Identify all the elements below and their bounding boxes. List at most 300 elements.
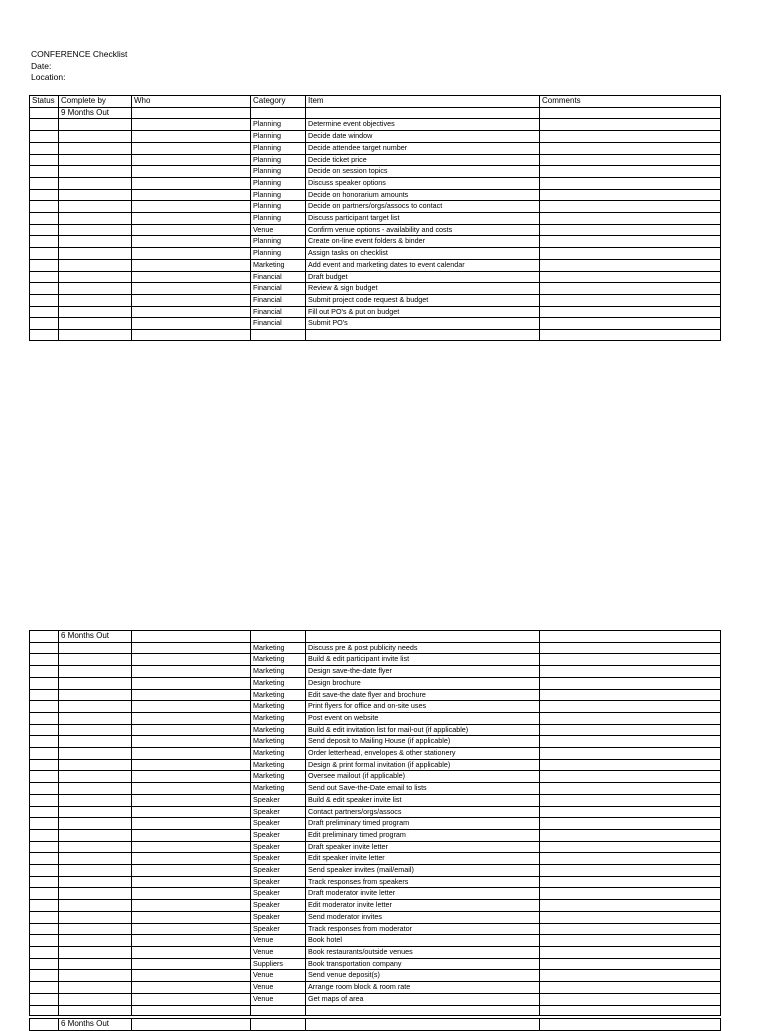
- item-cell: Edit preliminary timed program: [306, 829, 540, 841]
- status-cell[interactable]: [30, 689, 59, 701]
- category-cell: Planning: [251, 119, 306, 131]
- comments-cell[interactable]: [540, 666, 721, 678]
- complete-by-cell[interactable]: [59, 119, 132, 131]
- comments-cell[interactable]: [540, 271, 721, 283]
- comments-cell[interactable]: [540, 213, 721, 225]
- comments-cell[interactable]: [540, 201, 721, 213]
- complete-by-cell[interactable]: [59, 306, 132, 318]
- complete-by-cell[interactable]: [59, 759, 132, 771]
- complete-by-cell[interactable]: [59, 841, 132, 853]
- who-cell[interactable]: [132, 759, 251, 771]
- status-cell[interactable]: [30, 259, 59, 271]
- comments-cell[interactable]: [540, 631, 721, 643]
- who-cell[interactable]: [132, 677, 251, 689]
- complete-by-cell[interactable]: [59, 876, 132, 888]
- category-cell: [251, 631, 306, 643]
- category-cell: Marketing: [251, 712, 306, 724]
- item-cell: Book hotel: [306, 935, 540, 947]
- who-cell[interactable]: [132, 970, 251, 982]
- item-cell: [306, 107, 540, 119]
- date-label: Date:: [31, 60, 52, 71]
- comments-cell[interactable]: [540, 993, 721, 1005]
- who-cell[interactable]: [132, 177, 251, 189]
- complete-by-cell[interactable]: [59, 689, 132, 701]
- status-cell[interactable]: [30, 107, 59, 119]
- category-cell: Marketing: [251, 654, 306, 666]
- category-cell: Speaker: [251, 900, 306, 912]
- category-cell: Marketing: [251, 724, 306, 736]
- category-cell: [251, 1019, 306, 1031]
- who-cell[interactable]: [132, 107, 251, 119]
- who-cell[interactable]: [132, 736, 251, 748]
- section-label: 6 Months Out: [59, 1019, 132, 1031]
- complete-by-cell[interactable]: [59, 177, 132, 189]
- who-cell[interactable]: [132, 224, 251, 236]
- complete-by-cell[interactable]: [59, 748, 132, 760]
- item-cell: Discuss pre & post publicity needs: [306, 642, 540, 654]
- status-cell[interactable]: [30, 142, 59, 154]
- comments-cell[interactable]: [540, 829, 721, 841]
- status-cell[interactable]: [30, 1005, 59, 1016]
- comments-cell[interactable]: [540, 131, 721, 143]
- item-cell: Decide attendee target number: [306, 142, 540, 154]
- complete-by-cell[interactable]: [59, 201, 132, 213]
- item-cell: [306, 330, 540, 341]
- comments-cell[interactable]: [540, 177, 721, 189]
- comments-cell[interactable]: [540, 689, 721, 701]
- table-row: [30, 701, 721, 713]
- item-cell: Submit PO's: [306, 318, 540, 330]
- status-cell[interactable]: [30, 701, 59, 713]
- complete-by-cell[interactable]: [59, 888, 132, 900]
- complete-by-cell[interactable]: [59, 259, 132, 271]
- category-cell: Speaker: [251, 923, 306, 935]
- item-cell: Book restaurants/outside venues: [306, 946, 540, 958]
- category-cell: Planning: [251, 166, 306, 178]
- comments-cell[interactable]: [540, 806, 721, 818]
- category-cell: Venue: [251, 946, 306, 958]
- who-cell[interactable]: [132, 330, 251, 341]
- status-cell[interactable]: [30, 119, 59, 131]
- column-header-item: Item: [306, 96, 540, 108]
- complete-by-cell[interactable]: [59, 654, 132, 666]
- status-cell[interactable]: [30, 736, 59, 748]
- item-cell: Send venue deposit(s): [306, 970, 540, 982]
- item-cell: Decide ticket price: [306, 154, 540, 166]
- section-row: [30, 631, 721, 643]
- table-row: [30, 923, 721, 935]
- table-row: [30, 677, 721, 689]
- who-cell[interactable]: [132, 213, 251, 225]
- comments-cell[interactable]: [540, 259, 721, 271]
- status-cell[interactable]: [30, 642, 59, 654]
- item-cell: Fill out PO's & put on budget: [306, 306, 540, 318]
- category-cell: Speaker: [251, 818, 306, 830]
- status-cell[interactable]: [30, 946, 59, 958]
- comments-cell[interactable]: [540, 876, 721, 888]
- complete-by-cell[interactable]: [59, 900, 132, 912]
- complete-by-cell[interactable]: [59, 271, 132, 283]
- item-cell: Track responses from speakers: [306, 876, 540, 888]
- category-cell: Marketing: [251, 759, 306, 771]
- table-row: [30, 771, 721, 783]
- comments-cell[interactable]: [540, 677, 721, 689]
- complete-by-cell[interactable]: [59, 853, 132, 865]
- comments-cell[interactable]: [540, 166, 721, 178]
- status-cell[interactable]: [30, 783, 59, 795]
- comments-cell[interactable]: [540, 759, 721, 771]
- status-cell[interactable]: [30, 748, 59, 760]
- category-cell: Financial: [251, 271, 306, 283]
- status-cell[interactable]: [30, 794, 59, 806]
- table-row: [30, 689, 721, 701]
- who-cell[interactable]: [132, 142, 251, 154]
- item-cell: Build & edit invitation list for mail-out (if applicable): [306, 724, 540, 736]
- complete-by-cell[interactable]: [59, 224, 132, 236]
- comments-cell[interactable]: [540, 888, 721, 900]
- complete-by-cell[interactable]: [59, 154, 132, 166]
- comments-cell[interactable]: [540, 841, 721, 853]
- who-cell[interactable]: [132, 1005, 251, 1016]
- comments-cell[interactable]: [540, 970, 721, 982]
- comments-cell[interactable]: [540, 154, 721, 166]
- who-cell[interactable]: [132, 946, 251, 958]
- who-cell[interactable]: [132, 724, 251, 736]
- status-cell[interactable]: [30, 724, 59, 736]
- who-cell[interactable]: [132, 783, 251, 795]
- complete-by-cell[interactable]: [59, 642, 132, 654]
- complete-by-cell[interactable]: [59, 724, 132, 736]
- status-cell[interactable]: [30, 865, 59, 877]
- status-cell[interactable]: [30, 318, 59, 330]
- who-cell[interactable]: [132, 306, 251, 318]
- comments-cell[interactable]: [540, 224, 721, 236]
- who-cell[interactable]: [132, 1019, 251, 1031]
- comments-cell[interactable]: [540, 748, 721, 760]
- category-cell: Financial: [251, 283, 306, 295]
- complete-by-cell[interactable]: [59, 712, 132, 724]
- comments-cell[interactable]: [540, 865, 721, 877]
- item-cell: Discuss speaker options: [306, 177, 540, 189]
- table-row: [30, 642, 721, 654]
- who-cell[interactable]: [132, 166, 251, 178]
- comments-cell[interactable]: [540, 900, 721, 912]
- who-cell[interactable]: [132, 201, 251, 213]
- who-cell[interactable]: [132, 900, 251, 912]
- status-cell[interactable]: [30, 888, 59, 900]
- status-cell[interactable]: [30, 177, 59, 189]
- who-cell[interactable]: [132, 794, 251, 806]
- complete-by-cell[interactable]: [59, 283, 132, 295]
- status-cell[interactable]: [30, 154, 59, 166]
- complete-by-cell[interactable]: [59, 236, 132, 248]
- category-cell: Venue: [251, 970, 306, 982]
- table-row: [30, 666, 721, 678]
- status-cell[interactable]: [30, 236, 59, 248]
- category-cell: Planning: [251, 142, 306, 154]
- comments-cell[interactable]: [540, 783, 721, 795]
- item-cell: [306, 1005, 540, 1016]
- who-cell[interactable]: [132, 642, 251, 654]
- status-cell[interactable]: [30, 330, 59, 341]
- status-cell[interactable]: [30, 224, 59, 236]
- table-row: [30, 935, 721, 947]
- comments-cell[interactable]: [540, 119, 721, 131]
- comments-cell[interactable]: [540, 189, 721, 201]
- comments-cell[interactable]: [540, 107, 721, 119]
- comments-cell[interactable]: [540, 1005, 721, 1016]
- status-cell[interactable]: [30, 248, 59, 260]
- status-cell[interactable]: [30, 993, 59, 1005]
- comments-cell[interactable]: [540, 294, 721, 306]
- item-cell: Add event and marketing dates to event calendar: [306, 259, 540, 271]
- column-header-complete-by: Complete by: [59, 96, 132, 108]
- item-cell: Send out Save-the-Date email to lists: [306, 783, 540, 795]
- status-cell[interactable]: [30, 970, 59, 982]
- complete-by-cell[interactable]: [59, 818, 132, 830]
- status-cell[interactable]: [30, 911, 59, 923]
- comments-cell[interactable]: [540, 283, 721, 295]
- section-row: [30, 1019, 721, 1031]
- complete-by-cell[interactable]: [59, 677, 132, 689]
- comments-cell[interactable]: [540, 712, 721, 724]
- status-cell[interactable]: [30, 806, 59, 818]
- category-cell: [251, 330, 306, 341]
- status-cell[interactable]: [30, 1019, 59, 1031]
- who-cell[interactable]: [132, 689, 251, 701]
- who-cell[interactable]: [132, 841, 251, 853]
- status-cell[interactable]: [30, 853, 59, 865]
- item-cell: Post event on website: [306, 712, 540, 724]
- who-cell[interactable]: [132, 248, 251, 260]
- status-cell[interactable]: [30, 283, 59, 295]
- status-cell[interactable]: [30, 876, 59, 888]
- comments-cell[interactable]: [540, 794, 721, 806]
- category-cell: Speaker: [251, 876, 306, 888]
- who-cell[interactable]: [132, 771, 251, 783]
- who-cell[interactable]: [132, 654, 251, 666]
- complete-by-cell[interactable]: [59, 131, 132, 143]
- status-cell[interactable]: [30, 294, 59, 306]
- table-row: [30, 119, 721, 131]
- complete-by-cell[interactable]: [59, 330, 132, 341]
- item-cell: Build & edit speaker invite list: [306, 794, 540, 806]
- item-cell: Determine event objectives: [306, 119, 540, 131]
- complete-by-cell[interactable]: [59, 666, 132, 678]
- item-cell: Track responses from moderator: [306, 923, 540, 935]
- complete-by-cell[interactable]: [59, 982, 132, 994]
- item-cell: Draft speaker invite letter: [306, 841, 540, 853]
- table-row: [30, 748, 721, 760]
- who-cell[interactable]: [132, 154, 251, 166]
- who-cell[interactable]: [132, 631, 251, 643]
- complete-by-cell[interactable]: [59, 783, 132, 795]
- complete-by-cell[interactable]: [59, 829, 132, 841]
- who-cell[interactable]: [132, 712, 251, 724]
- who-cell[interactable]: [132, 271, 251, 283]
- comments-cell[interactable]: [540, 701, 721, 713]
- status-cell[interactable]: [30, 935, 59, 947]
- status-cell[interactable]: [30, 131, 59, 143]
- item-cell: Send speaker invites (mail/email): [306, 865, 540, 877]
- section-label: 9 Months Out: [59, 107, 132, 119]
- comments-cell[interactable]: [540, 248, 721, 260]
- complete-by-cell[interactable]: [59, 213, 132, 225]
- comments-cell[interactable]: [540, 330, 721, 341]
- category-cell: Marketing: [251, 701, 306, 713]
- who-cell[interactable]: [132, 236, 251, 248]
- who-cell[interactable]: [132, 853, 251, 865]
- comments-cell[interactable]: [540, 853, 721, 865]
- complete-by-cell[interactable]: [59, 806, 132, 818]
- comments-cell[interactable]: [540, 236, 721, 248]
- who-cell[interactable]: [132, 865, 251, 877]
- complete-by-cell[interactable]: [59, 142, 132, 154]
- complete-by-cell[interactable]: [59, 318, 132, 330]
- item-cell: Oversee mailout (if applicable): [306, 771, 540, 783]
- category-cell: Speaker: [251, 806, 306, 818]
- comments-cell[interactable]: [540, 771, 721, 783]
- table-row: [30, 806, 721, 818]
- status-cell[interactable]: [30, 958, 59, 970]
- table-row: [30, 1005, 721, 1016]
- checklist-table-9-months: [29, 95, 721, 341]
- category-cell: Suppliers: [251, 958, 306, 970]
- category-cell: [251, 107, 306, 119]
- status-cell[interactable]: [30, 666, 59, 678]
- who-cell[interactable]: [132, 294, 251, 306]
- who-cell[interactable]: [132, 283, 251, 295]
- comments-cell[interactable]: [540, 958, 721, 970]
- comments-cell[interactable]: [540, 911, 721, 923]
- status-cell[interactable]: [30, 201, 59, 213]
- who-cell[interactable]: [132, 982, 251, 994]
- table-row: [30, 271, 721, 283]
- status-cell[interactable]: [30, 982, 59, 994]
- who-cell[interactable]: [132, 923, 251, 935]
- status-cell[interactable]: [30, 189, 59, 201]
- who-cell[interactable]: [132, 993, 251, 1005]
- who-cell[interactable]: [132, 666, 251, 678]
- item-cell: Contact partners/orgs/assocs: [306, 806, 540, 818]
- who-cell[interactable]: [132, 806, 251, 818]
- category-cell: [251, 1005, 306, 1016]
- who-cell[interactable]: [132, 829, 251, 841]
- table-row: [30, 201, 721, 213]
- status-cell[interactable]: [30, 631, 59, 643]
- status-cell[interactable]: [30, 306, 59, 318]
- complete-by-cell[interactable]: [59, 923, 132, 935]
- who-cell[interactable]: [132, 189, 251, 201]
- status-cell[interactable]: [30, 677, 59, 689]
- status-cell[interactable]: [30, 771, 59, 783]
- complete-by-cell[interactable]: [59, 701, 132, 713]
- complete-by-cell[interactable]: [59, 248, 132, 260]
- comments-cell[interactable]: [540, 982, 721, 994]
- table-row: [30, 970, 721, 982]
- complete-by-cell[interactable]: [59, 993, 132, 1005]
- status-cell[interactable]: [30, 829, 59, 841]
- comments-cell[interactable]: [540, 642, 721, 654]
- who-cell[interactable]: [132, 888, 251, 900]
- status-cell[interactable]: [30, 923, 59, 935]
- complete-by-cell[interactable]: [59, 166, 132, 178]
- comments-cell[interactable]: [540, 306, 721, 318]
- comments-cell[interactable]: [540, 935, 721, 947]
- comments-cell[interactable]: [540, 318, 721, 330]
- comments-cell[interactable]: [540, 818, 721, 830]
- status-cell[interactable]: [30, 712, 59, 724]
- category-cell: Venue: [251, 982, 306, 994]
- category-cell: Speaker: [251, 829, 306, 841]
- status-cell[interactable]: [30, 900, 59, 912]
- section-label: 6 Months Out: [59, 631, 132, 643]
- complete-by-cell[interactable]: [59, 911, 132, 923]
- complete-by-cell[interactable]: [59, 771, 132, 783]
- comments-cell[interactable]: [540, 654, 721, 666]
- who-cell[interactable]: [132, 131, 251, 143]
- complete-by-cell[interactable]: [59, 189, 132, 201]
- category-cell: Speaker: [251, 794, 306, 806]
- who-cell[interactable]: [132, 119, 251, 131]
- comments-cell[interactable]: [540, 142, 721, 154]
- item-cell: Send moderator invites: [306, 911, 540, 923]
- status-cell[interactable]: [30, 271, 59, 283]
- complete-by-cell[interactable]: [59, 1005, 132, 1016]
- category-cell: Marketing: [251, 736, 306, 748]
- table-row: [30, 283, 721, 295]
- status-cell[interactable]: [30, 654, 59, 666]
- comments-cell[interactable]: [540, 923, 721, 935]
- item-cell: Create on-line event folders & binder: [306, 236, 540, 248]
- complete-by-cell[interactable]: [59, 736, 132, 748]
- category-cell: Marketing: [251, 642, 306, 654]
- complete-by-cell[interactable]: [59, 970, 132, 982]
- status-cell[interactable]: [30, 759, 59, 771]
- who-cell[interactable]: [132, 818, 251, 830]
- table-row: [30, 841, 721, 853]
- who-cell[interactable]: [132, 318, 251, 330]
- who-cell[interactable]: [132, 748, 251, 760]
- category-cell: Marketing: [251, 748, 306, 760]
- complete-by-cell[interactable]: [59, 865, 132, 877]
- comments-cell[interactable]: [540, 736, 721, 748]
- table-row: [30, 946, 721, 958]
- category-cell: Marketing: [251, 259, 306, 271]
- who-cell[interactable]: [132, 958, 251, 970]
- comments-cell[interactable]: [540, 724, 721, 736]
- complete-by-cell[interactable]: [59, 958, 132, 970]
- comments-cell[interactable]: [540, 946, 721, 958]
- complete-by-cell[interactable]: [59, 794, 132, 806]
- complete-by-cell[interactable]: [59, 935, 132, 947]
- who-cell[interactable]: [132, 259, 251, 271]
- who-cell[interactable]: [132, 935, 251, 947]
- who-cell[interactable]: [132, 701, 251, 713]
- complete-by-cell[interactable]: [59, 294, 132, 306]
- complete-by-cell[interactable]: [59, 946, 132, 958]
- table-row: [30, 306, 721, 318]
- status-cell[interactable]: [30, 818, 59, 830]
- location-label: Location:: [31, 72, 66, 82]
- section-row: [30, 107, 721, 119]
- status-cell[interactable]: [30, 166, 59, 178]
- who-cell[interactable]: [132, 911, 251, 923]
- comments-cell[interactable]: [540, 1019, 721, 1031]
- status-cell[interactable]: [30, 841, 59, 853]
- status-cell[interactable]: [30, 213, 59, 225]
- who-cell[interactable]: [132, 876, 251, 888]
